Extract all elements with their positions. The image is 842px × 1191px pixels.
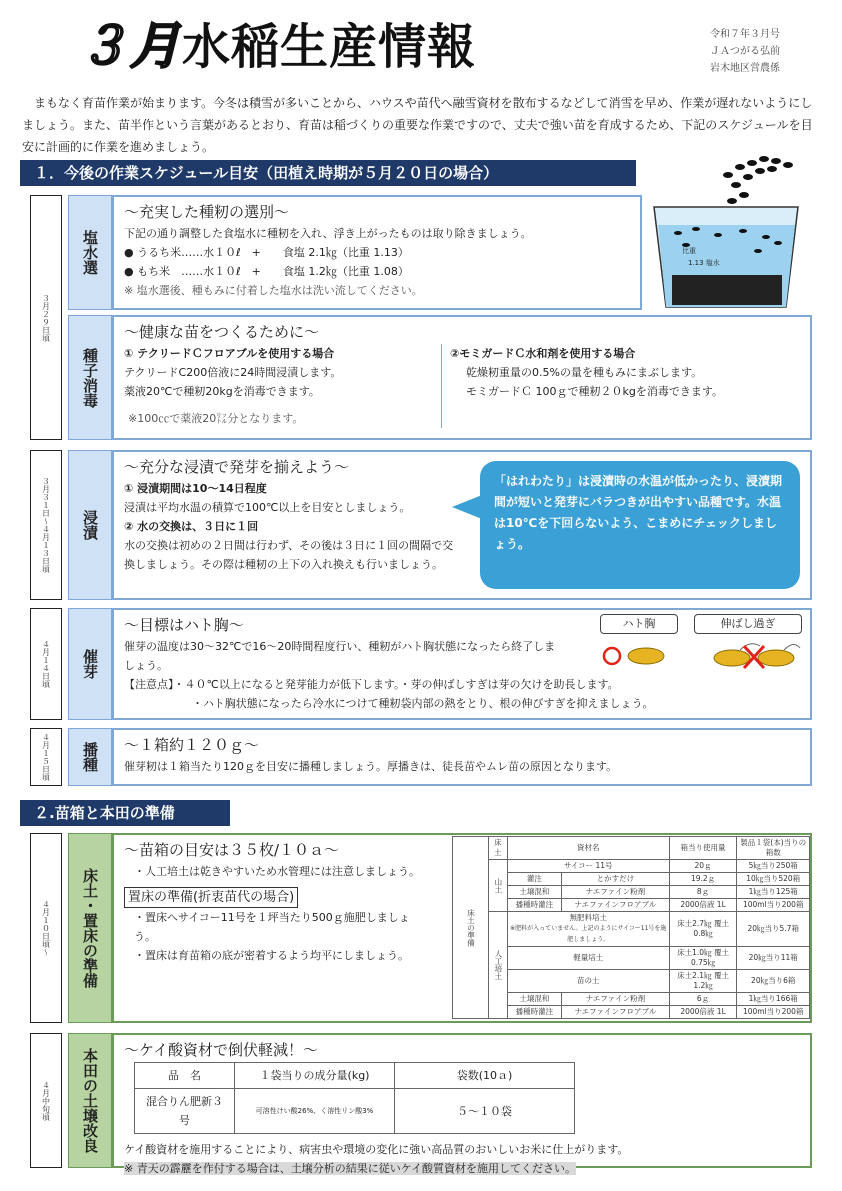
disinfect-left-note: ※100㏄で薬液20㍑分となります。 (128, 412, 304, 425)
mat-cell: 100ml当り200箱 (737, 899, 810, 912)
seed-over-1-icon (714, 650, 750, 666)
mat-cell: サイコー 11号 (507, 860, 669, 873)
mat-cell: 床土2.1㎏ 覆土1.2㎏ (669, 970, 737, 993)
mat-cell: 20㎏当り6箱 (737, 970, 810, 993)
mat-side: 床土の準備 (453, 837, 489, 1019)
section1-heading: １．今後の作業スケジュール目安（田植え時期が５月２０日の場合） (20, 160, 636, 186)
table-row (135, 1089, 575, 1134)
salt-line4: ※ 塩水選後、種もみに付着した塩水は洗い流してください。 (124, 284, 423, 297)
mat-cell: 無肥料培土 ※肥料が入っていません。上記のようにサイコー11号を施肥しましょう。 (507, 912, 669, 947)
date-box-2: ３月３１日〜４月１３日頃 (30, 450, 62, 600)
salt-line3: ● もち米 ……水１０ℓ + 食塩 1.2㎏（比重 1.08） (124, 265, 409, 278)
beaker-illustration (648, 155, 828, 315)
mat-cell: 20ｇ (669, 860, 737, 873)
disinfect-left-title: ① テクリードＣフロアブルを使用する場合 (124, 347, 335, 360)
disinfect-right-title: ②モミガードＣ水和剤を使用する場合 (450, 347, 636, 360)
mat-cell: ナエファインフロアブル (562, 1006, 670, 1019)
label-disinfect: 種子消毒 (68, 315, 112, 440)
mat-h2: 資材名 (507, 837, 669, 860)
si-th1: 品 名 (135, 1063, 235, 1089)
date-box-4: ４月１５日頃 (30, 728, 62, 786)
sprout-heading: ～目標はハト胸～ (124, 616, 244, 634)
mat-cell: 土壌混和 (507, 993, 561, 1006)
mat-cell: 1㎏当り166箱 (737, 993, 810, 1006)
mat-cell: 2000倍液 1L (669, 899, 737, 912)
seed-good-icon (628, 648, 664, 664)
page-title (78, 12, 678, 75)
mat-cell: 5㎏当り250箱 (737, 860, 810, 873)
disinfect-left-l2: 薬液20℃で種籾20kgを消毒できます。 (124, 385, 320, 398)
soil-heading: ～ケイ酸資材で倒伏軽減！～ (124, 1041, 318, 1059)
s2-date-box-2: ４月中旬頃 (30, 1033, 62, 1168)
soak-callout: 「はれわたり」は浸漬時の水温が低かったり、浸漬期間が短いと発芽にバラつきが出やすい品種です。水温は10℃を下回らないよう、こまめにチェックしましょう。 (480, 461, 800, 589)
mat-cell: 播種時灌注 (507, 899, 561, 912)
mat-h4: 製品１袋(本)当りの箱数 (737, 837, 810, 860)
mat-cell: 土壌混和 (507, 886, 561, 899)
label-sow: 播種 (68, 728, 112, 786)
beaker-label-2: 1.13 塩水 (688, 259, 720, 267)
silica-table (134, 1062, 575, 1134)
soak-l1: 浸漬は平均水温の積算で100℃以上を目安としましょう。 (124, 501, 411, 514)
title-main: 水稲生産情報 (182, 18, 477, 75)
material-table (452, 836, 810, 1019)
salt-line1: 下記の通り調整した食塩水に種籾を入れ、浮き上がったものは取り除きましょう。 (124, 227, 532, 240)
issuer-block (710, 26, 820, 77)
bed-sub: 置床の準備(折衷苗代の場合) (124, 887, 298, 908)
label-soak: 浸漬 (68, 450, 112, 600)
mat-h1: 床土 (489, 837, 508, 860)
intro-text: まもなく育苗作業が始まります。今冬は積雪が多いことから、ハウスや苗代へ融雪資材を散布するなどして消雪を早め、作業が遅れないようにしましょう。また、苗半作という言葉があるとおり、育苗は稲づくりの重要な作業ですので、丈夫で強い苗を育成するため、下記のスケジュールを目安に計画的に作業を進めましょう。 (22, 96, 813, 154)
date-box-3: ４月１４日頃 (30, 608, 62, 720)
beaker-label-1: 比重 (682, 247, 696, 255)
pill-hato: ハト胸 (600, 614, 678, 634)
mat-h3: 箱当り使用量 (669, 837, 737, 860)
date-box-1: ３月２９日頃 (30, 195, 62, 440)
mat-cell: 100ml当り200箱 (737, 1006, 810, 1019)
sprout-l1: 催芽の温度は30～32℃で16～20時間程度行い、種籾がハト胸状態になったら終了しましょう。 (124, 640, 556, 672)
label-sprout: 催芽 (68, 608, 112, 720)
table-row (453, 912, 810, 947)
sprout-illustration (600, 638, 810, 674)
soil-content (112, 1033, 812, 1175)
pill-overgrown: 伸ばし過ぎ (694, 614, 802, 634)
label-bed: 床土・置床の準備 (68, 833, 112, 1023)
section2-heading: ２.苗箱と本田の準備 (20, 800, 230, 826)
issue-date: 令和７年３月号 (710, 29, 780, 40)
issuer-dept: 岩木地区営農係 (710, 63, 780, 74)
sow-l1: 催芽籾は１箱当たり120ｇを目安に播種しましょう。厚播きは、徒長苗やムレ苗の原因となります。 (124, 760, 618, 773)
soak-heading: ～充分な浸漬で発芽を揃えよう～ (124, 458, 350, 476)
mat-cell: 19.2ｇ (669, 873, 737, 886)
mat-cell: 灌注 (507, 873, 561, 886)
disinfect-left (124, 344, 442, 428)
mat-cell: 8ｇ (669, 886, 737, 899)
salt-content (112, 195, 642, 310)
mat-cell: ナエファイン粉剤 (562, 993, 670, 1006)
mat-cell: 20㎏当り11箱 (737, 947, 810, 970)
soak-l2: 水の交換は初めの２日間は行わず、その後は３日に１回の間隔で交換しましょう。その際は種籾の上下の入れ換えも行いましょう。 (124, 539, 454, 571)
mat-cell: とかすだけ (562, 873, 670, 886)
title-month: ３月 (78, 17, 182, 75)
disinfect-right-l2: モミガードＣ 100ｇで種籾２０kgを消毒できます。 (466, 385, 723, 398)
salt-line2: ● うるち米……水１０ℓ + 食塩 2.1㎏（比重 1.13） (124, 246, 409, 259)
mat-cell: 床土1.0㎏ 覆土0.75㎏ (669, 947, 737, 970)
bed-l2: ・置床へサイコー11号を１坪当たり500ｇ施肥しましょう。 (134, 911, 410, 943)
sow-heading: ～１箱約１２０ｇ～ (124, 736, 260, 754)
soil-l1: ケイ酸資材を施用することにより、病害虫や環境の変化に強い高品質のおいしいお米に仕上がります。 (124, 1143, 629, 1156)
soak-t1: ① 浸漬期間は10～14日程度 (124, 482, 267, 495)
disinfect-content (112, 315, 812, 440)
si-td3: ５～１０袋 (395, 1089, 575, 1134)
bed-l1: ・人工培土は乾きやすいため水管理には注意しましょう。 (134, 865, 420, 878)
seed-over-2-icon (758, 650, 794, 666)
mat-cell: 床土2.7㎏ 覆土0.8㎏ (669, 912, 737, 947)
soil-l2: ※ 青天の霹靂を作付する場合は、土壌分析の結果に従いケイ酸質資材を施用してください。 (124, 1162, 576, 1175)
mat-cell: 苗の土 (507, 970, 669, 993)
disinfect-heading: ～健康な苗をつくるために～ (124, 323, 320, 341)
beaker-icon (648, 155, 828, 315)
si-td1: 混合りん肥新３号 (135, 1089, 235, 1134)
mat-cell: ナエファインフロアブル (562, 899, 670, 912)
mat-jinko: 人工培土 (489, 912, 508, 1019)
si-th3: 袋数(10ａ) (395, 1063, 575, 1089)
disinfect-left-l1: テクリードC200倍液に24時間浸漬します。 (124, 366, 342, 379)
label-salt: 塩水選 (68, 195, 112, 310)
disinfect-right-l1: 乾燥籾重量の0.5%の量を種もみにまぶします。 (466, 366, 703, 379)
salt-heading: ～充実した種籾の選別～ (124, 203, 290, 221)
soak-t2: ② 水の交換は、３日に１回 (124, 520, 259, 533)
mat-cell: 2000倍液 1L (669, 1006, 737, 1019)
table-row (453, 860, 810, 873)
mat-cell: 播種時灌注 (507, 1006, 561, 1019)
s2-date-box-1: ４月１０日頃〜 (30, 833, 62, 1023)
issuer-org: ＪＡつがる弘前 (710, 46, 780, 57)
label-soil: 本田の土壌改良 (68, 1033, 112, 1168)
mat-cell: 20㎏当り5.7箱 (737, 912, 810, 947)
mat-cell: 6ｇ (669, 993, 737, 1006)
si-th2: １袋当りの成分量(kg) (235, 1063, 395, 1089)
callout-tail (452, 495, 482, 519)
mat-yama: 山土 (489, 860, 508, 912)
disinfect-right (442, 344, 723, 428)
mat-cell: 1㎏当り125箱 (737, 886, 810, 899)
si-td2: 可溶性けい酸26%、く溶性リン酸3% (235, 1089, 395, 1134)
mat-cell: ナエファイン粉剤 (562, 886, 670, 899)
mat-cell: 10㎏当り520箱 (737, 873, 810, 886)
sprout-l2: 【注意点】・４０℃以上になると発芽能力が低下します。・芽の伸ばしすぎは芽の欠けを助長します。 (124, 678, 619, 691)
sprout-l3: ・ハト胸状態になったら冷水につけて種籾袋内部の熱をとり、根の伸びすぎを抑えましょう。 (192, 697, 654, 710)
ok-circle-icon (604, 648, 620, 664)
bed-heading: ～苗箱の目安は３５枚/１０ａ～ (124, 841, 340, 859)
mat-cell: 軽量培土 (507, 947, 669, 970)
sow-content (112, 728, 812, 786)
bed-l3: ・置床は育苗箱の底が密着するよう均平にしましょう。 (134, 949, 409, 962)
material-table-wrap (452, 836, 810, 1018)
